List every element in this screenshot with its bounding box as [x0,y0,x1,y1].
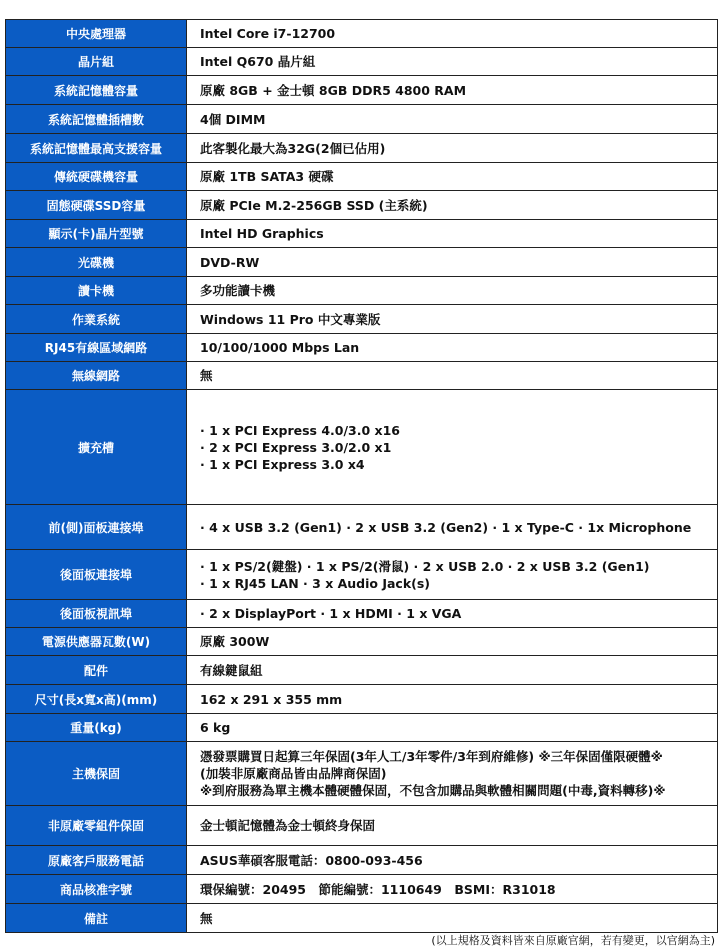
spec-value [187,48,718,76]
spec-label: 商品核准字號 [6,875,187,904]
spec-value-line: 4個 DIMM [200,111,266,127]
spec-value-line: 原廠 PCIe M.2-256GB SSD (主系統) [200,197,428,213]
spec-value [187,334,718,362]
spec-row [6,600,718,628]
spec-label: 顯示(卡)晶片型號 [6,220,187,248]
spec-value [187,390,718,505]
spec-value [187,305,718,334]
spec-value-line: 10/100/1000 Mbps Lan [200,340,360,355]
spec-value-line: 環保編號：20495 節能編號：1110649 BSMI：R31018 [200,881,556,897]
spec-value [187,846,718,875]
spec-value [187,105,718,134]
spec-value [187,550,718,600]
spec-row [6,163,718,191]
spec-value-line: 162 x 291 x 355 mm [200,691,343,707]
spec-label: 作業系統 [6,305,187,334]
spec-label: 非原廠零組件保固 [6,806,187,846]
spec-value [187,362,718,390]
footer-note: (以上規格及資料皆來自原廠官網，若有變更，以官網為主) [431,934,715,947]
spec-value [187,685,718,714]
spec-value-line: · 4 x USB 3.2 (Gen1) · 2 x USB 3.2 (Gen2) · 1 x Type-C · 1x Microphone [200,519,692,535]
spec-row [6,656,718,685]
spec-row [6,105,718,134]
spec-label: 系統記憶體最高支援容量 [6,134,187,163]
spec-label: 系統記憶體插槽數 [6,105,187,134]
spec-row [6,390,718,505]
spec-row [6,685,718,714]
spec-label: 擴充槽 [6,390,187,505]
spec-label: 尺寸(長x寬x高)(mm) [6,685,187,714]
spec-value-line: ASUS華碩客服電話：0800-093-456 [200,852,423,868]
spec-row [6,846,718,875]
spec-value [187,656,718,685]
spec-value-line: DVD-RW [200,254,260,270]
spec-label: 系統記憶體容量 [6,76,187,105]
spec-value-line: · 2 x PCI Express 3.0/2.0 x1 [200,439,392,455]
spec-label: 傳統硬碟機容量 [6,163,187,191]
spec-value-line: · 1 x PS/2(鍵盤) · 1 x PS/2(滑鼠) · 2 x USB 2.0 · 2 x USB 3.2 (Gen1) [200,558,650,574]
spec-value [187,742,718,806]
spec-value [187,806,718,846]
spec-value-line: 此客製化最大為32G(2個已佔用) [200,140,386,156]
spec-value-line: · 1 x PCI Express 3.0 x4 [200,456,365,472]
spec-label: 讀卡機 [6,277,187,305]
spec-label: 後面板視訊埠 [6,600,187,628]
spec-row [6,134,718,163]
spec-value [187,277,718,305]
spec-value-line: Intel Q670 晶片組 [200,54,316,69]
spec-value-line: 無 [200,910,213,926]
spec-label: 電源供應器瓦數(W) [6,628,187,656]
spec-value-line: Intel Core i7-12700 [200,26,336,41]
spec-value-line: 原廠 8GB + 金士頓 8GB DDR5 4800 RAM [200,82,467,98]
spec-label: 中央處理器 [6,20,187,48]
spec-value-line: 有線鍵鼠組 [200,662,263,678]
spec-row [6,334,718,362]
spec-label: 主機保固 [6,742,187,806]
spec-value-line: Intel HD Graphics [200,226,324,241]
spec-value [187,163,718,191]
spec-value [187,248,718,277]
spec-row [6,277,718,305]
spec-row [6,550,718,600]
spec-row [6,220,718,248]
spec-value [187,220,718,248]
spec-row [6,362,718,390]
spec-row [6,875,718,904]
spec-row [6,714,718,742]
spec-label: 備註 [6,904,187,933]
spec-row [6,505,718,550]
spec-value-line: · 2 x DisplayPort · 1 x HDMI · 1 x VGA [200,606,462,621]
spec-row [6,191,718,220]
spec-row [6,305,718,334]
spec-value [187,904,718,933]
spec-value [187,20,718,48]
spec-value [187,505,718,550]
top-rule [0,0,725,6]
spec-value-line: Windows 11 Pro 中文專業版 [200,311,381,327]
spec-row [6,76,718,105]
spec-label: 固態硬碟SSD容量 [6,191,187,220]
spec-value [187,191,718,220]
spec-label: 無線網路 [6,362,187,390]
spec-value [187,714,718,742]
spec-value [187,875,718,904]
spec-label: 配件 [6,656,187,685]
spec-label: 前(側)面板連接埠 [6,505,187,550]
spec-value-line: 原廠 1TB SATA3 硬碟 [200,169,334,184]
spec-value-line: ※到府服務為單主機本體硬體保固，不包含加購品與軟體相關問題(中毒,資料轉移)※ [200,783,666,798]
spec-value [187,134,718,163]
spec-table [5,19,718,933]
spec-value-line: 多功能讀卡機 [200,283,276,298]
spec-label: 原廠客戶服務電話 [6,846,187,875]
spec-value-line: · 1 x PCI Express 4.0/3.0 x16 [200,422,400,438]
spec-value [187,600,718,628]
spec-value-line: 無 [200,368,213,383]
spec-label: 重量(kg) [6,714,187,742]
spec-label: 晶片組 [6,48,187,76]
spec-label: 後面板連接埠 [6,550,187,600]
spec-value-line: · 1 x RJ45 LAN · 3 x Audio Jack(s) [200,575,431,591]
spec-value-line: 金士頓記憶體為金士頓終身保固 [200,818,376,833]
spec-value-line: (加裝非原廠商品皆由品牌商保固) [200,766,387,781]
spec-value [187,628,718,656]
spec-row [6,806,718,846]
spec-value-line: 憑發票購買日起算三年保固(3年人工/3年零件/3年到府維修) ※三年保固僅限硬體※ [200,749,663,764]
spec-row [6,628,718,656]
spec-row [6,248,718,277]
spec-value-line: 6 kg [200,720,231,735]
spec-label: RJ45有線區域網路 [6,334,187,362]
spec-value [187,76,718,105]
spec-row [6,742,718,806]
spec-table-body [6,20,718,933]
spec-row [6,48,718,76]
spec-row [6,20,718,48]
spec-value-line: 原廠 300W [200,634,270,649]
spec-label: 光碟機 [6,248,187,277]
spec-row [6,904,718,933]
